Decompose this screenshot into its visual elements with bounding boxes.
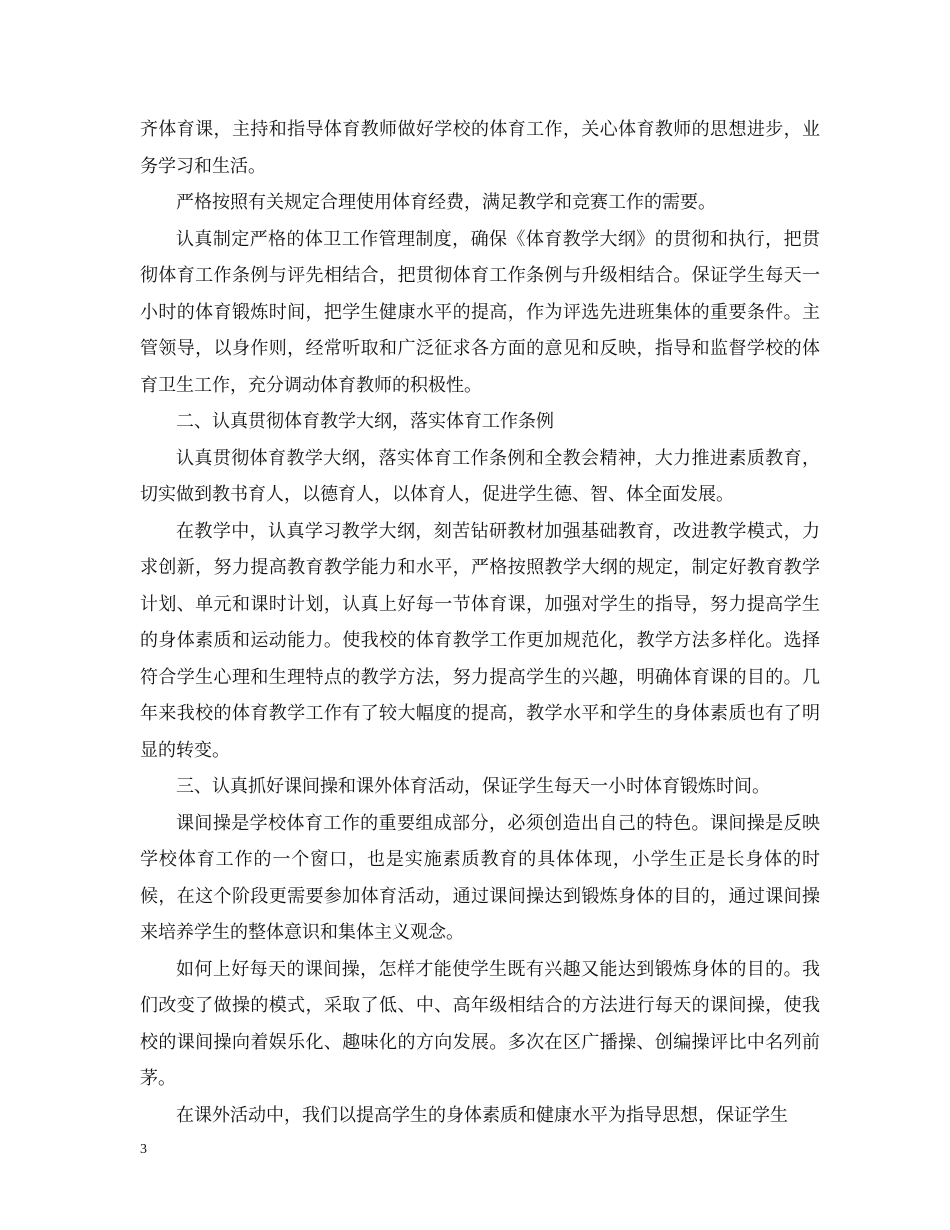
paragraph-2: 严格按照有关规定合理使用体育经费，满足教学和竞赛工作的需要。 [176,192,716,213]
section-heading-3: 三、认真抓好课间操和课外体育活动，保证学生每天一小时体育锻炼时间。 [176,776,770,797]
paragraph-7: 如何上好每天的课间操，怎样才能使学生既有兴趣又能达到锻炼身体的目的。我们改变了做操的模式，采取了低、中、高年级相结合的方法进行每天的课间操，使我校的课间操向着娱乐化、趣味化的方向发展。多次在区广播操、创编操评比中名列前茅。 [140,958,820,1089]
page-number: 3 [140,1142,147,1157]
paragraph-3: 认真制定严格的体卫工作管理制度，确保《体育教学大纲》的贯彻和执行，把贯彻体育工作条例与评先相结合，把贯彻体育工作条例与升级相结合。保证学生每天一小时的体育锻炼时间，把学生健康水平的提高，作为评选先进班集体的重要条件。主管领导，以身作则，经常听取和广泛征求各方面的意见和反映，指导和监督学校的体育卫生工作，充分调动体育教师的积极性。 [140,228,820,396]
paragraph-4: 认真贯彻体育教学大纲，落实体育工作条例和全教会精神，大力推进素质教育，切实做到教书育人，以德育人，以体育人，促进学生德、智、体全面发展。 [140,447,820,505]
paragraph-5: 在教学中，认真学习教学大纲，刻苦钻研教材加强基础教育，改进教学模式，力求创新，努力提高教育教学能力和水平，严格按照教学大纲的规定，制定好教育教学计划、单元和课时计划，认真上好每一节体育课，加强对学生的指导，努力提高学生的身体素质和运动能力。使我校的体育教学工作更加规范化，教学方法多样化。选择符合学生心理和生理特点的教学方法，努力提高学生的兴趣，明确体育课的目的。几年来我校的体育教学工作有了较大幅度的提高，教学水平和学生的身体素质也有了明显的转变。 [140,520,820,761]
paragraph-8: 在课外活动中，我们以提高学生的身体素质和健康水平为指导思想，保证学生 [176,1104,788,1126]
document-body [140,112,820,1134]
section-heading-2: 二、认真贯彻体育教学大纲，落实体育工作条例 [176,411,554,432]
paragraph-1: 齐体育课，主持和指导体育教师做好学校的体育工作，关心体育教师的思想进步，业务学习和生活。 [140,119,820,177]
paragraph-6: 课间操是学校体育工作的重要组成部分，必须创造出自己的特色。课间操是反映学校体育工作的一个窗口，也是实施素质教育的具体体现，小学生正是长身体的时候，在这个阶段更需要参加体育活动，通过课间操达到锻炼身体的目的，通过课间操来培养学生的整体意识和集体主义观念。 [140,812,820,943]
